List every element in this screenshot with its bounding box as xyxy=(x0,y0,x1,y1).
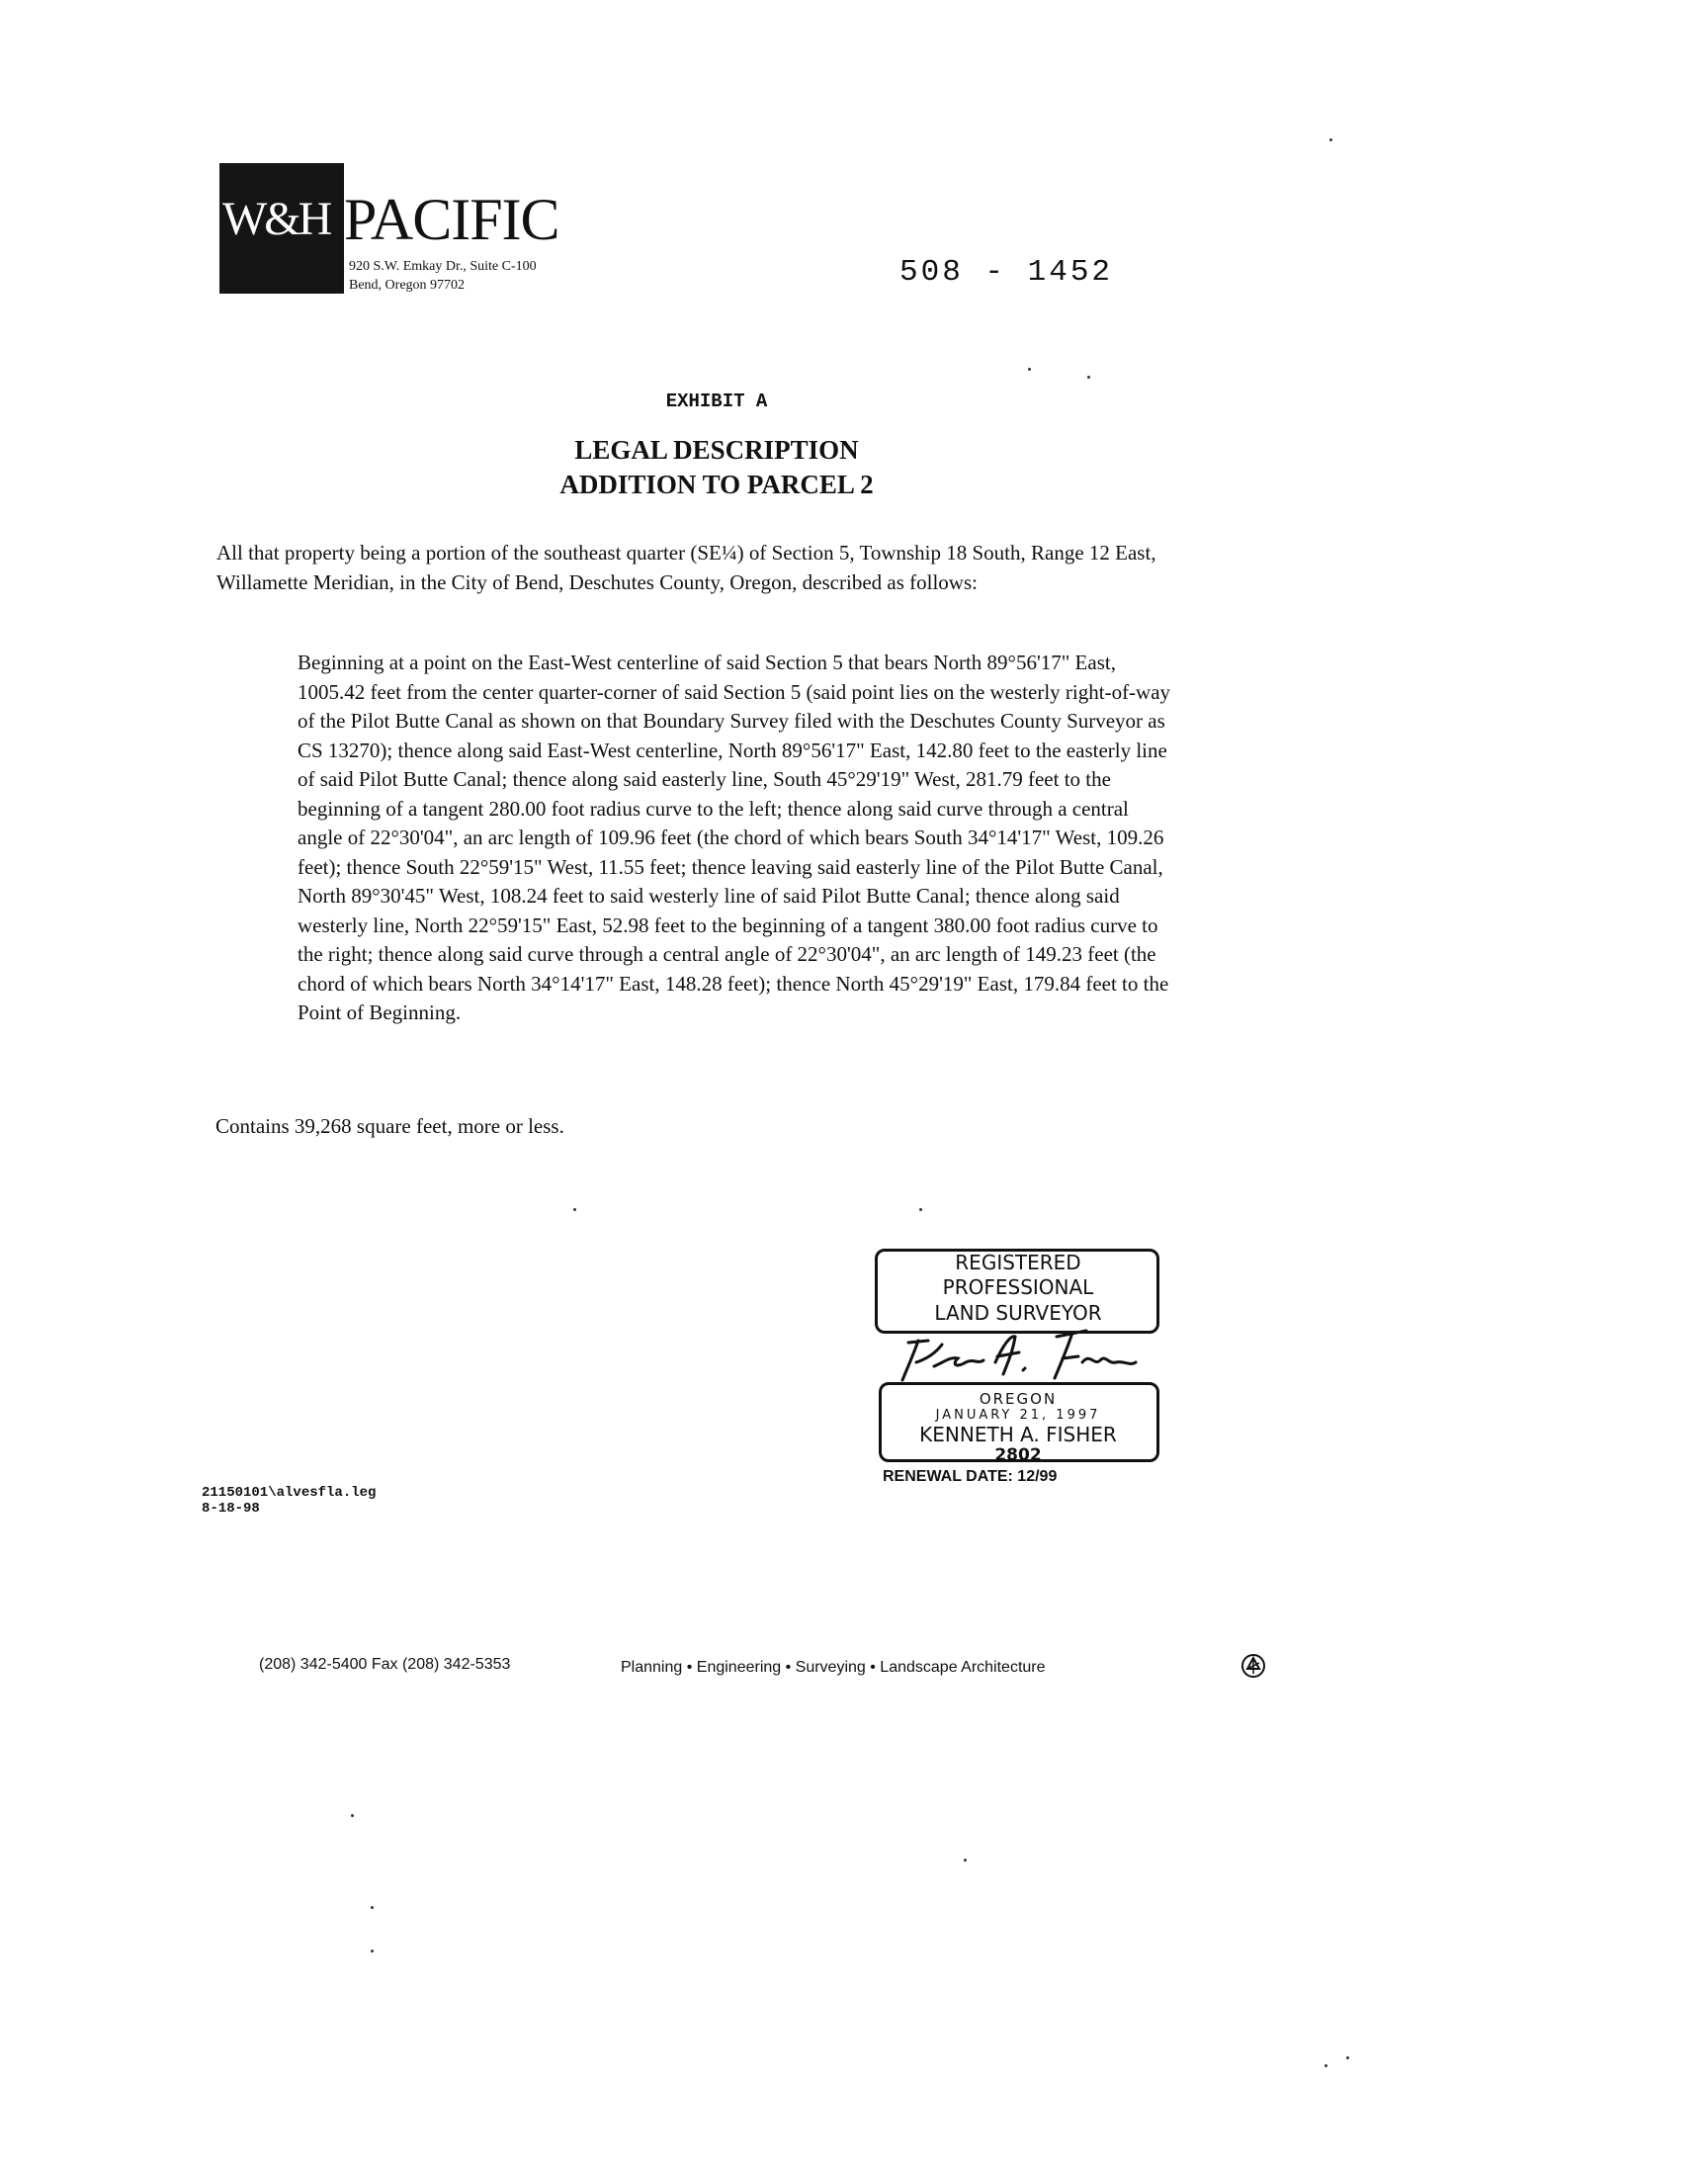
exhibit-title: EXHIBIT A xyxy=(665,391,768,412)
scan-speck xyxy=(1028,368,1031,371)
intro-paragraph: All that property being a portion of the southeast quarter (SE¼) of Section 5, Township 18 South, Range 12 East, Willamette Meridian, in the City of Bend, Deschutes County, Oregon, described as follows: xyxy=(216,541,1156,594)
footer-phone: (208) 342-5400 Fax (208) 342-5353 xyxy=(259,1656,511,1673)
stamp-surveyor-name: KENNETH A. FISHER xyxy=(919,1423,1117,1446)
footer-services: Planning • Engineering • Surveying • Landscape Architecture xyxy=(621,1659,1046,1676)
recording-number: 508 - 1452 xyxy=(899,255,1114,290)
scan-speck xyxy=(371,1906,374,1909)
stamp-state: OREGON xyxy=(979,1390,1058,1408)
area-statement: Contains 39,268 square feet, more or less. xyxy=(215,1114,564,1138)
scan-speck xyxy=(919,1208,922,1211)
scan-speck xyxy=(351,1814,354,1817)
renewal-date: RENEWAL DATE: 12/99 xyxy=(883,1468,1058,1485)
scan-speck xyxy=(1346,2056,1349,2059)
scan-speck xyxy=(371,1950,374,1953)
stamp-date: JANUARY 21, 1997 xyxy=(935,1408,1101,1423)
scan-speck xyxy=(1087,376,1090,379)
stamp-registered: REGISTERED xyxy=(955,1251,1081,1274)
stamp-license-number: 2802 xyxy=(994,1445,1042,1465)
address-line-2: Bend, Oregon 97702 xyxy=(349,278,466,293)
address-line-1: 920 S.W. Emkay Dr., Suite C-100 xyxy=(349,259,537,274)
document-title: LEGAL DESCRIPTION xyxy=(574,435,859,465)
surveyor-stamp xyxy=(875,1249,1161,1506)
signature-mark xyxy=(889,1323,1146,1392)
file-path: 21150101\alvesfla.leg xyxy=(202,1485,377,1501)
scan-speck xyxy=(1324,2064,1327,2067)
stamp-professional: PROFESSIONAL xyxy=(942,1275,1094,1299)
logo-mark: W&H xyxy=(222,193,330,245)
stamp-land-surveyor: LAND SURVEYOR xyxy=(934,1301,1102,1325)
scan-speck xyxy=(964,1859,967,1862)
recycle-icon xyxy=(1240,1653,1266,1679)
scan-speck xyxy=(573,1208,576,1211)
legal-description-paragraph: Beginning at a point on the East-West centerline of said Section 5 that bears North 89°56'17" East, 1005.42 feet from the center quarter-corner of said Section 5 (said point lies on the westerly right-of-way of the Pilot Butte Canal as shown on that Boundary Survey filed with the Deschutes County Surveyor as CS 13270); thence along said East-West centerline, North 89°56'17" East, 142.80 feet to the easterly line of said Pilot Butte Canal; thence along said easterly line, South 45°29'19" West, 281.79 feet to the beginning of a tangent 280.00 foot radius curve to the left; thence along said curve through a central angle of 22°30'04", an arc length of 109.96 feet (the chord of which bears South 34°14'17" West, 109.26 feet); thence South 22°59'15" West, 11.55 feet; thence leaving said easterly line of the Pilot Butte Canal, North 89°30'45" West, 108.24 feet to said westerly line of said Pilot Butte Canal; thence along said westerly line, North 22°59'15" East, 52.98 feet to the beginning of a tangent 380.00 foot radius curve to the right; thence along said curve through a central angle of 22°30'04", an arc length of 149.23 feet (the chord of which bears North 34°14'17" East, 148.28 feet); thence North 45°29'19" East, 179.84 feet to the Point of Beginning. xyxy=(298,651,1171,1024)
scan-speck xyxy=(1329,138,1332,141)
file-date: 8-18-98 xyxy=(202,1501,260,1517)
company-name: PACIFIC xyxy=(344,187,559,252)
document-subtitle: ADDITION TO PARCEL 2 xyxy=(559,470,874,499)
